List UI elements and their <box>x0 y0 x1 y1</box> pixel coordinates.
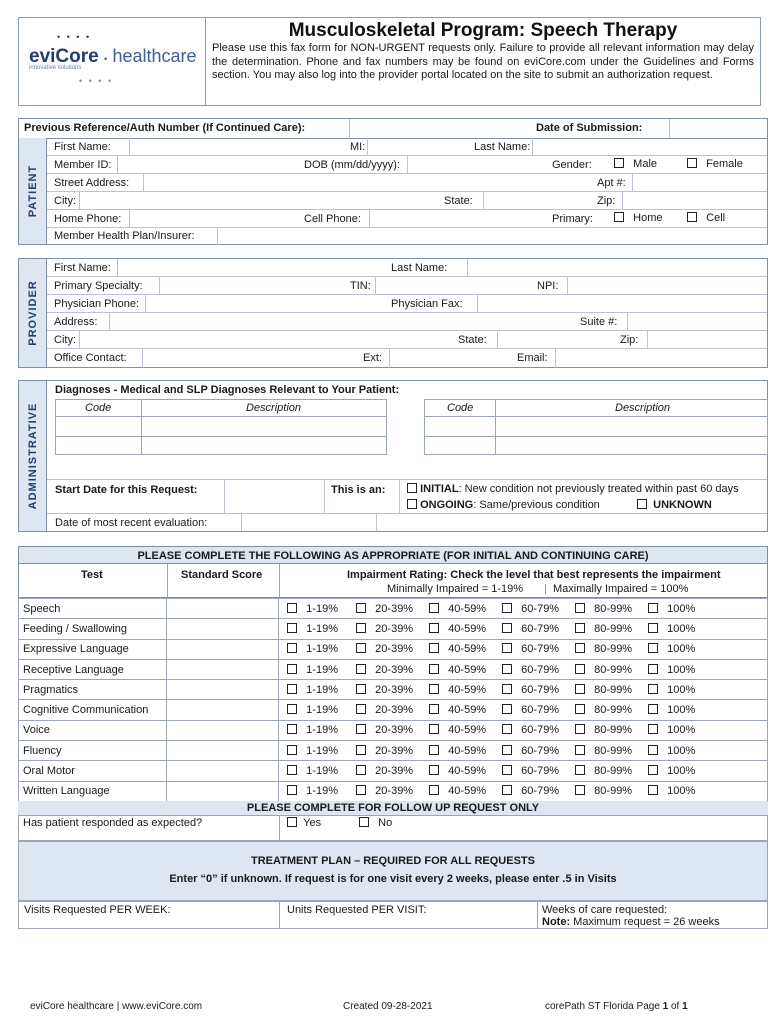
followup-banner: PLEASE COMPLETE FOR FOLLOW UP REQUEST ONLY <box>18 801 768 815</box>
impairment-rating-cell: 1-19% 20-39% 40-59% 60-79% 80-99% 100% <box>279 700 768 720</box>
header-logo-box <box>18 17 206 106</box>
test-name: Receptive Language <box>19 659 167 679</box>
rating-checkbox[interactable] <box>429 664 439 674</box>
rating-checkbox[interactable] <box>287 745 297 755</box>
rating-checkbox[interactable] <box>502 704 512 714</box>
standard-score-cell[interactable] <box>167 659 279 679</box>
impairment-rating-cell: 1-19% 20-39% 40-59% 60-79% 80-99% 100% <box>279 639 768 659</box>
impairment-rating-cell: 1-19% 20-39% 40-59% 60-79% 80-99% 100% <box>279 761 768 781</box>
rating-checkbox[interactable] <box>429 684 439 694</box>
rating-checkbox[interactable] <box>575 724 585 734</box>
primary-cell-checkbox[interactable] <box>687 212 697 222</box>
impairment-rating-cell: 1-19% 20-39% 40-59% 60-79% 80-99% 100% <box>279 720 768 740</box>
initial-checkbox[interactable] <box>407 483 417 493</box>
impairment-table <box>18 598 768 802</box>
rating-checkbox[interactable] <box>648 643 658 653</box>
rating-checkbox[interactable] <box>502 684 512 694</box>
rating-checkbox[interactable] <box>287 684 297 694</box>
treatment-plan-banner <box>18 841 768 901</box>
followup-yes-checkbox[interactable] <box>287 817 297 827</box>
rating-checkbox[interactable] <box>502 765 512 775</box>
impairment-rating-cell: 1-19% 20-39% 40-59% 60-79% 80-99% 100% <box>279 619 768 639</box>
visits-per-week-field[interactable]: Visits Requested PER WEEK: <box>24 904 171 916</box>
rating-checkbox[interactable] <box>287 664 297 674</box>
rating-checkbox[interactable] <box>429 785 439 795</box>
standard-score-cell[interactable] <box>167 680 279 700</box>
standard-score-cell[interactable] <box>167 720 279 740</box>
rating-checkbox[interactable] <box>648 724 658 734</box>
rating-checkbox[interactable] <box>502 664 512 674</box>
rating-checkbox[interactable] <box>575 765 585 775</box>
rating-checkbox[interactable] <box>575 704 585 714</box>
rating-checkbox[interactable] <box>648 745 658 755</box>
rating-checkbox[interactable] <box>356 623 366 633</box>
prev-ref-label: Previous Reference/Auth Number (If Continued Care): <box>24 122 306 134</box>
ongoing-checkbox[interactable] <box>407 499 417 509</box>
rating-checkbox[interactable] <box>287 623 297 633</box>
rating-checkbox[interactable] <box>575 684 585 694</box>
rating-checkbox[interactable] <box>648 704 658 714</box>
provider-sidebar: PROVIDER <box>19 259 47 367</box>
rating-checkbox[interactable] <box>356 704 366 714</box>
rating-checkbox[interactable] <box>356 745 366 755</box>
patient-sidebar: PATIENT <box>19 138 47 244</box>
rating-checkbox[interactable] <box>429 745 439 755</box>
standard-score-cell[interactable] <box>167 639 279 659</box>
table-row <box>19 720 768 740</box>
rating-checkbox[interactable] <box>356 603 366 613</box>
impairment-rating-cell: 1-19% 20-39% 40-59% 60-79% 80-99% 100% <box>279 680 768 700</box>
rating-checkbox[interactable] <box>575 785 585 795</box>
rating-checkbox[interactable] <box>287 643 297 653</box>
rating-checkbox[interactable] <box>287 724 297 734</box>
rating-checkbox[interactable] <box>356 724 366 734</box>
table-row <box>19 680 768 700</box>
rating-checkbox[interactable] <box>287 765 297 775</box>
standard-score-cell[interactable] <box>167 781 279 801</box>
rating-checkbox[interactable] <box>356 664 366 674</box>
rating-checkbox[interactable] <box>648 664 658 674</box>
page-title: Musculoskeletal Program: Speech Therapy <box>288 20 678 41</box>
rating-checkbox[interactable] <box>502 724 512 734</box>
impairment-rating-cell: 1-19% 20-39% 40-59% 60-79% 80-99% 100% <box>279 781 768 801</box>
assessment-banner: PLEASE COMPLETE THE FOLLOWING AS APPROPRIATE (FOR INITIAL AND CONTINUING CARE) <box>18 546 768 564</box>
table-row <box>19 700 768 720</box>
diagnoses-label: Diagnoses - Medical and SLP Diagnoses Relevant to Your Patient: <box>55 384 400 396</box>
assessment-header: Test Standard Score Impairment Rating: Check the level that best represents the impairment Minimally Impaired = 1-19% | Maximally Impaired = 100% <box>18 564 768 598</box>
rating-checkbox[interactable] <box>648 785 658 795</box>
rating-checkbox[interactable] <box>575 745 585 755</box>
rating-checkbox[interactable] <box>502 785 512 795</box>
standard-score-cell[interactable] <box>167 599 279 619</box>
impairment-rating-cell: 1-19% 20-39% 40-59% 60-79% 80-99% 100% <box>279 599 768 619</box>
rating-checkbox[interactable] <box>287 603 297 613</box>
gender-female-checkbox[interactable] <box>687 158 697 168</box>
administrative-sidebar: ADMINISTRATIVE <box>19 381 47 531</box>
unknown-checkbox[interactable] <box>637 499 647 509</box>
footer-left: eviCore healthcare | www.eviCore.com <box>30 1001 203 1012</box>
test-name: Pragmatics <box>19 680 167 700</box>
treatment-plan-title: TREATMENT PLAN – REQUIRED FOR ALL REQUESTS <box>251 855 535 867</box>
rating-checkbox[interactable] <box>356 765 366 775</box>
table-row <box>19 619 768 639</box>
table-row <box>19 761 768 781</box>
rating-checkbox[interactable] <box>502 623 512 633</box>
rating-checkbox[interactable] <box>429 603 439 613</box>
rating-checkbox[interactable] <box>502 643 512 653</box>
rating-checkbox[interactable] <box>429 765 439 775</box>
treatment-plan-note: Enter “0” if unknown. If request is for one visit every 2 weeks, please enter .5 in Visits <box>169 873 617 885</box>
footer-page: corePath ST Florida Page 1 of 1 <box>545 1001 688 1012</box>
rating-checkbox[interactable] <box>575 603 585 613</box>
followup-no-checkbox[interactable] <box>359 817 369 827</box>
diagnoses-grid-left: Code Description <box>55 399 387 455</box>
test-name: Written Language <box>19 781 167 801</box>
treatment-plan-fields: Visits Requested PER WEEK: Units Requested PER VISIT: Weeks of care requested: Note: Maximum request = 26 weeks <box>18 901 768 929</box>
rating-checkbox[interactable] <box>575 664 585 674</box>
rating-checkbox[interactable] <box>648 623 658 633</box>
rating-checkbox[interactable] <box>648 603 658 613</box>
intro-text: Please use this fax form for NON-URGENT requests only. Failure to provide all relevant information may delay the determination. Phone and fax numbers may be found on eviCore.com under the Guidelines and Forms section. You may also log into the provider portal located on the site to submit an authorization request. <box>212 42 754 81</box>
table-row <box>19 659 768 679</box>
weeks-of-care-field[interactable]: Weeks of care requested: <box>542 904 668 916</box>
standard-score-cell[interactable] <box>167 761 279 781</box>
rating-checkbox[interactable] <box>502 603 512 613</box>
test-name: Speech <box>19 599 167 619</box>
rating-checkbox[interactable] <box>575 623 585 633</box>
test-name: Fluency <box>19 741 167 761</box>
standard-score-cell[interactable] <box>167 700 279 720</box>
rating-checkbox[interactable] <box>648 684 658 694</box>
standard-score-cell[interactable] <box>167 741 279 761</box>
rating-checkbox[interactable] <box>356 684 366 694</box>
administrative-section: ADMINISTRATIVE Diagnoses - Medical and SLP Diagnoses Relevant to Your Patient: Code Description Code Description Start Date for this Request: This is an: INITIAL: New condition not previously treated within past 60 days ONGOING: Same/previous condition UNKNOWN Date of most recent evaluation: <box>18 380 768 532</box>
rating-checkbox[interactable] <box>429 724 439 734</box>
date-submission-label: Date of Submission: <box>536 122 643 134</box>
rating-checkbox[interactable] <box>429 623 439 633</box>
header-title-box <box>205 17 761 106</box>
footer-created: Created 09-28-2021 <box>343 1001 433 1012</box>
followup-row: Has patient responded as expected? Yes No <box>18 815 768 841</box>
rating-checkbox[interactable] <box>287 704 297 714</box>
impairment-rating-cell: 1-19% 20-39% 40-59% 60-79% 80-99% 100% <box>279 741 768 761</box>
rating-checkbox[interactable] <box>648 765 658 775</box>
rating-checkbox[interactable] <box>502 745 512 755</box>
logo-dots-icon: • • • • <box>57 32 92 42</box>
rating-checkbox[interactable] <box>429 704 439 714</box>
rating-checkbox[interactable] <box>287 785 297 795</box>
diagnoses-grid-right: Code Description <box>424 399 768 455</box>
rating-checkbox[interactable] <box>356 785 366 795</box>
evicore-logo: • • • • eviCore • healthcare innovative solutions • • • • <box>29 32 197 86</box>
units-per-visit-field[interactable]: Units Requested PER VISIT: <box>287 904 427 916</box>
table-row <box>19 781 768 801</box>
table-row <box>19 741 768 761</box>
patient-section: PATIENT First Name: MI: Last Name: Member ID: DOB (mm/dd/yyyy): Gender: Male Female Street Address: Apt #: City: State: Zip: Home Phone: Cell Phone: Primary: Home Cell Member Health Plan/Insurer: <box>18 118 768 245</box>
test-name: Voice <box>19 720 167 740</box>
test-name: Feeding / Swallowing <box>19 619 167 639</box>
test-name: Expressive Language <box>19 639 167 659</box>
rating-checkbox[interactable] <box>356 643 366 653</box>
impairment-rating-cell: 1-19% 20-39% 40-59% 60-79% 80-99% 100% <box>279 659 768 679</box>
table-row <box>19 599 768 619</box>
rating-checkbox[interactable] <box>575 643 585 653</box>
standard-score-cell[interactable] <box>167 619 279 639</box>
rating-checkbox[interactable] <box>429 643 439 653</box>
test-name: Oral Motor <box>19 761 167 781</box>
gender-male-checkbox[interactable] <box>614 158 624 168</box>
table-row <box>19 639 768 659</box>
provider-section: PROVIDER First Name: Last Name: Primary Specialty: TIN: NPI: Physician Phone: Physician Fax: Address: Suite #: City: State: Zip: Office Contact: Ext: Email: <box>18 258 768 368</box>
primary-home-checkbox[interactable] <box>614 212 624 222</box>
test-name: Cognitive Communication <box>19 700 167 720</box>
